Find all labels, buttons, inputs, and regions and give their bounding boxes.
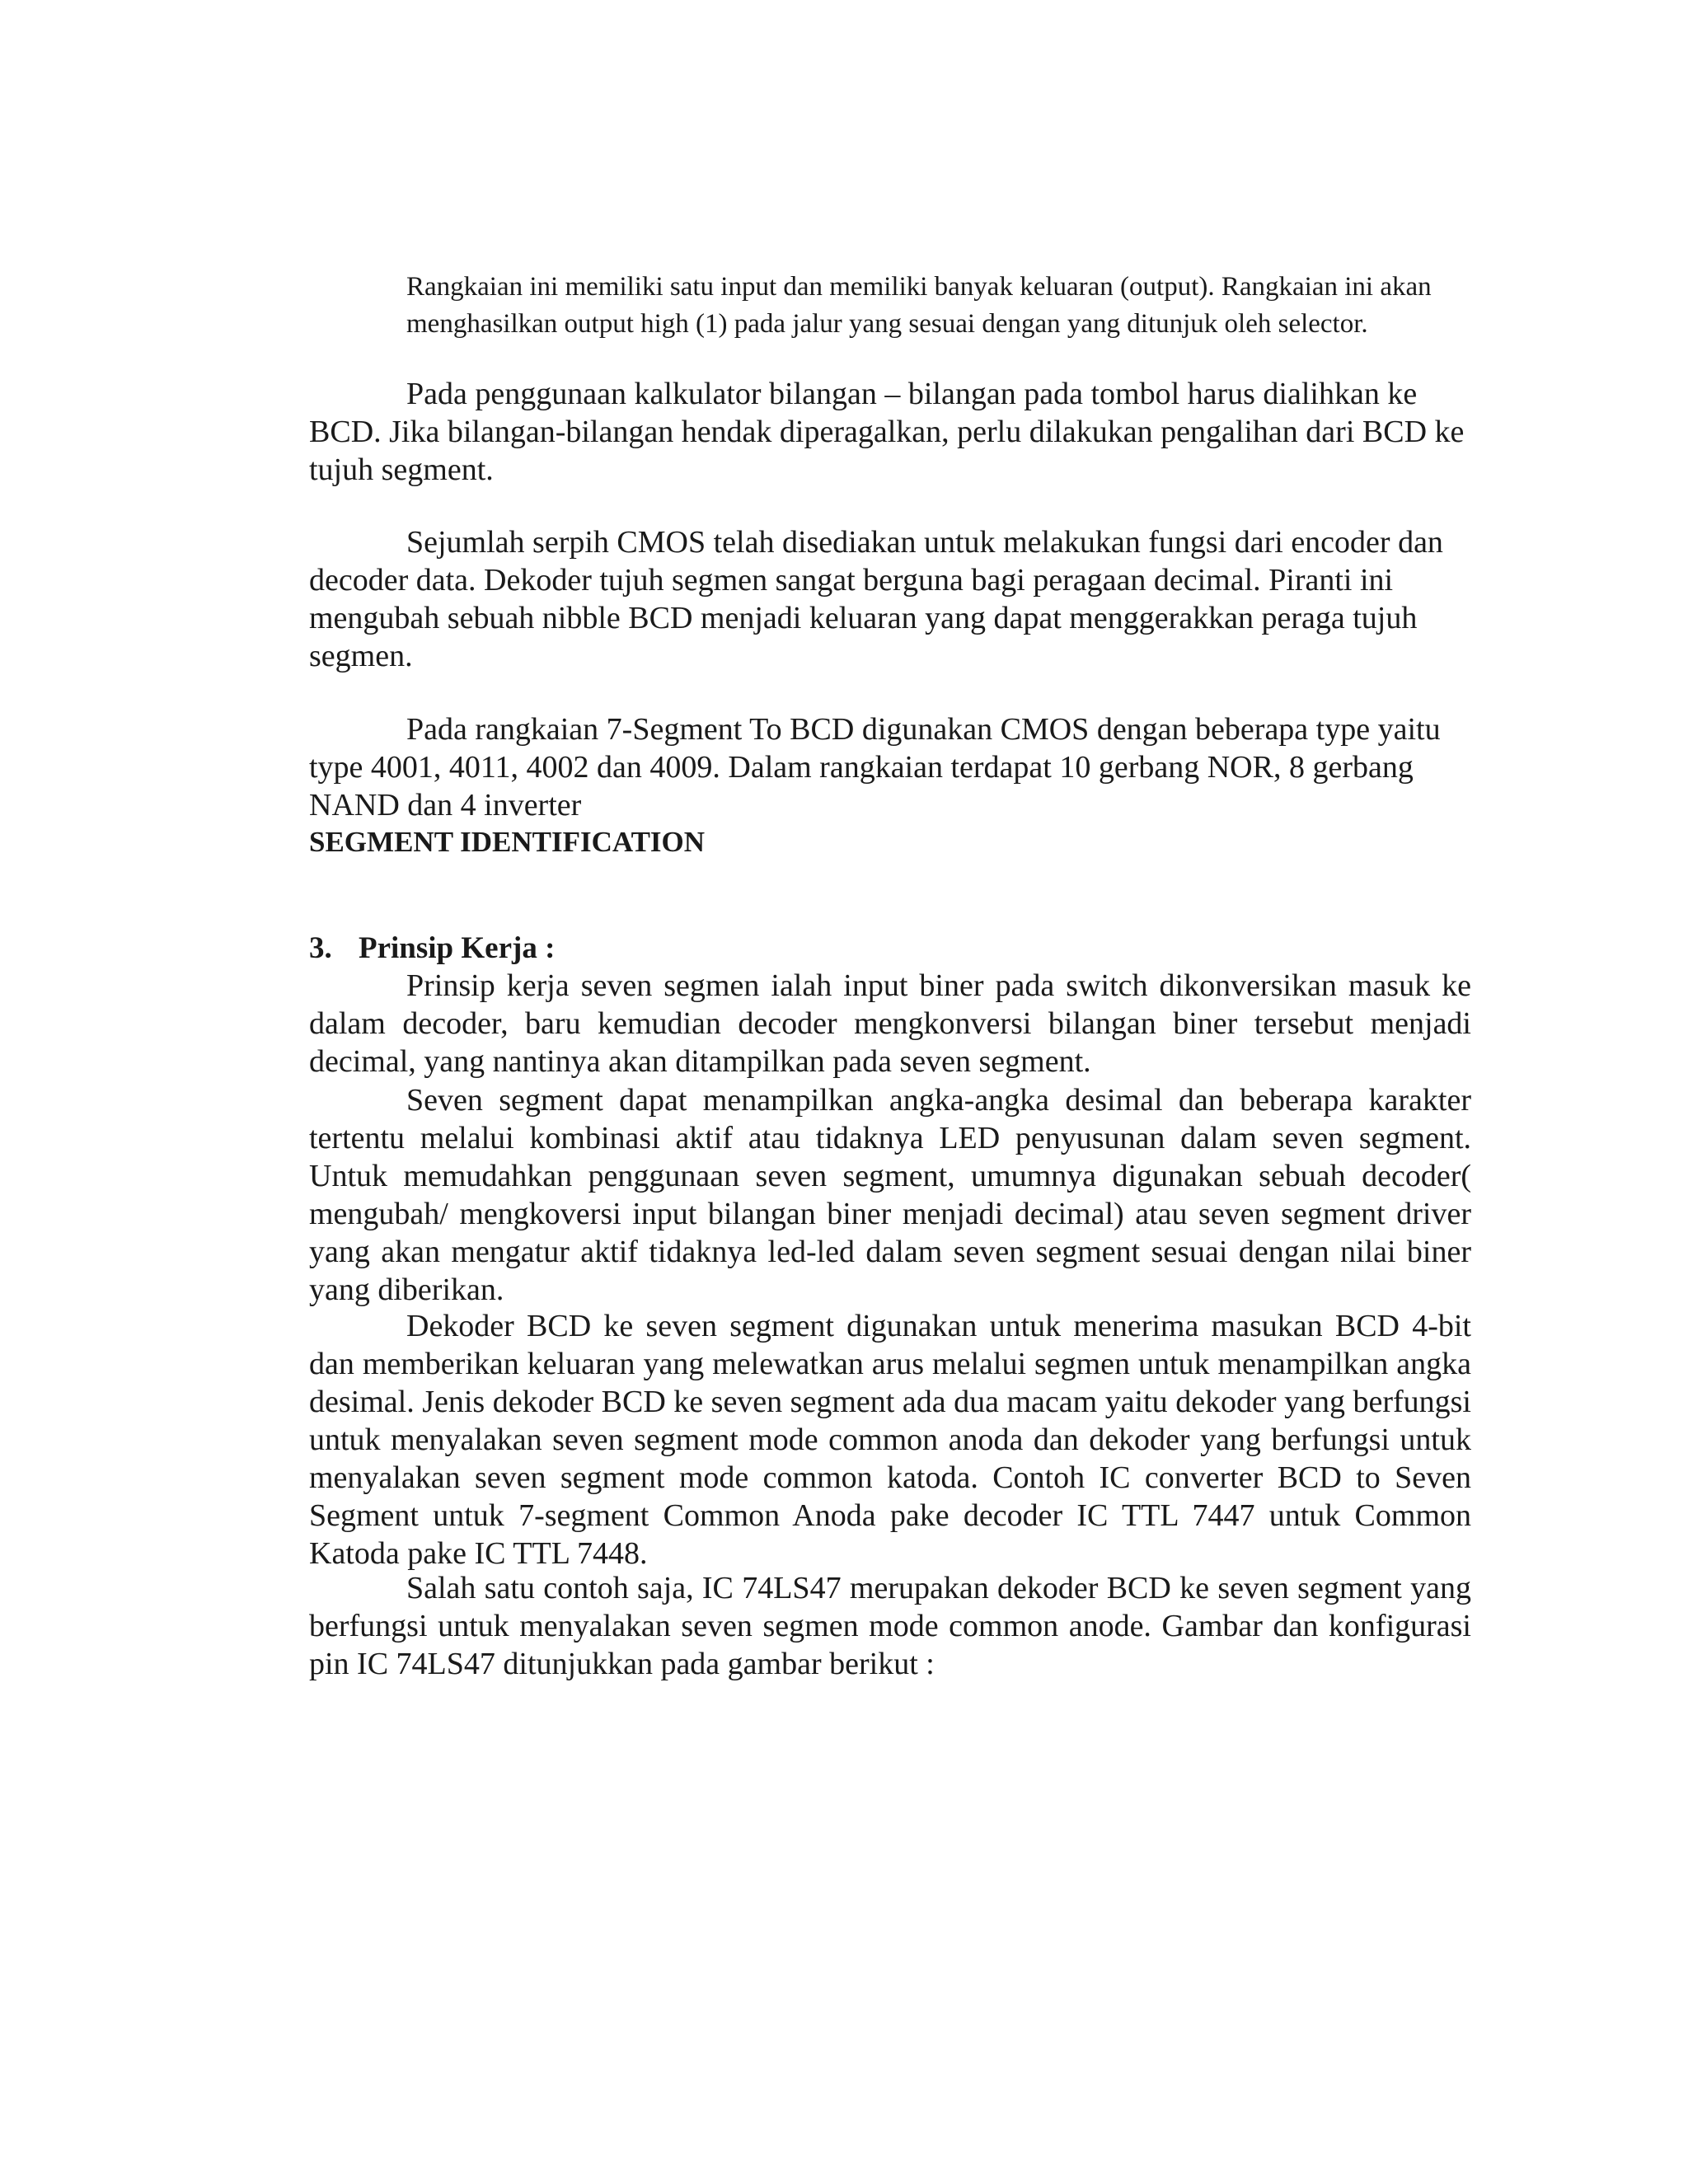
paragraph-text: Dekoder BCD ke seven segment digunakan untuk menerima masukan BCD 4-bit dan memberikan keluaran yang melewatkan arus melalui segmen untuk menampilkan angka desimal. Jenis dekoder BCD ke seven segment ada dua macam yaitu dekoder yang berfungsi untuk menyalakan seven segment mode common anoda dan dekoder yang berfungsi untuk menyalakan seven segment mode common katoda. Contoh IC converter BCD to Seven Segment untuk 7-segment Common Anoda pake decoder IC TTL 7447 untuk Common Katoda pake IC TTL 7448. [309,1309,1471,1571]
paragraph-text: Pada penggunaan kalkulator bilangan – bilangan pada tombol harus dialihkan ke BCD. Jika bilangan-bilangan hendak diperagalkan, perlu dilakukan pengalihan dari BCD ke tujuh segment. [309,377,1465,487]
intro-paragraph: Rangkaian ini memiliki satu input dan memiliki banyak keluaran (output). Rangkaian ini akan menghasilkan output high (1) pada jalur yang sesuai dengan yang ditunjuk oleh selector. [406,272,1432,339]
paragraph-cmos [309,523,1471,675]
section-heading [309,930,555,968]
paragraph-text: Sejumlah serpih CMOS telah disediakan untuk melakukan fungsi dari encoder dan decoder data. Dekoder tujuh segmen sangat berguna bagi peragaan decimal. Piranti ini mengubah sebuah nibble BCD menjadi keluaran yang dapat menggerakkan peraga tujuh segmen. [309,525,1443,673]
paragraph-text: Seven segment dapat menampilkan angka-angka desimal dan beberapa karakter tertentu melalui kombinasi aktif atau tidaknya LED penyusunan dalam seven segment. Untuk memudahkan penggunaan seven segment, umumnya digunakan sebuah decoder( mengubah/ mengkoversi input bilangan biner menjadi decimal) atau seven segment driver yang akan mengatur aktif tidaknya led-led dalam seven segment sesuai dengan nilai biner yang diberikan. [309,1083,1471,1307]
section-number: 3. [309,931,332,965]
paragraph-kalkulator [309,375,1471,489]
paragraph-seven-segment [309,1081,1471,1309]
paragraph-text: Pada rangkaian 7-Segment To BCD digunakan CMOS dengan beberapa type yaitu type 4001, 4011, 4002 dan 4009. Dalam rangkaian terdapat 10 gerbang NOR, 8 gerbang NAND dan 4 inverter [309,712,1441,823]
paragraph-dekoder [309,1307,1471,1572]
paragraph-rangkaian [309,710,1471,824]
paragraph-text: Salah satu contoh saja, IC 74LS47 merupakan dekoder BCD ke seven segment yang berfungsi untuk menyalakan seven segmen mode common anode. Gambar dan konfigurasi pin IC 74LS47 ditunjukkan pada gambar berikut : [309,1571,1471,1681]
segment-identification-heading: SEGMENT IDENTIFICATION [309,826,706,858]
paragraph-prinsip [309,967,1471,1080]
paragraph-text: Prinsip kerja seven segmen ialah input biner pada switch dikonversikan masuk ke dalam decoder, baru kemudian decoder mengkonversi bilangan biner tersebut menjadi decimal, yang nantinya akan ditampilkan pada seven segment. [309,968,1471,1079]
paragraph-74ls47 [309,1569,1471,1683]
section-title: Prinsip Kerja : [359,931,556,965]
